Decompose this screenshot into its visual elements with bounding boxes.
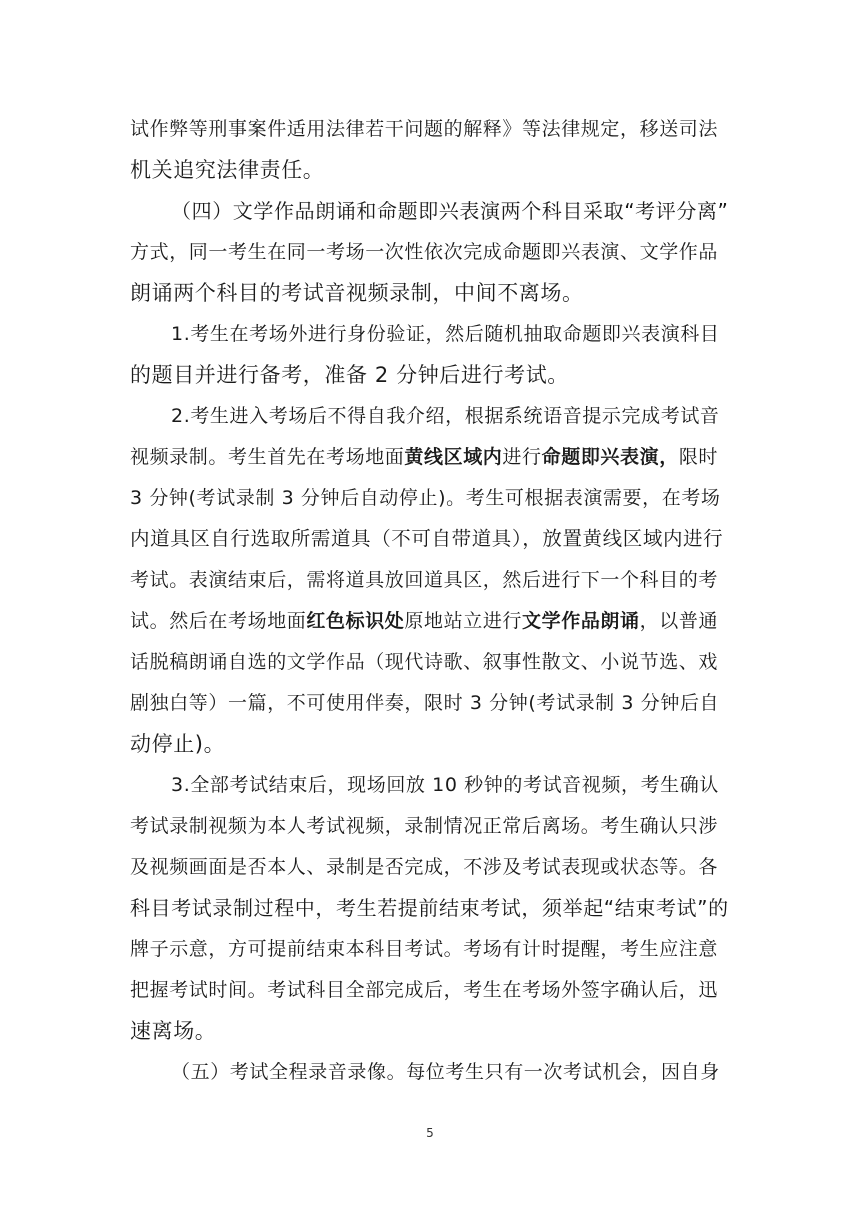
emphasis-improv-performance: 命题即兴表演， bbox=[541, 446, 679, 468]
text-line-17: 3.全部考试结束后，现场回放 10 秒钟的考试音视频，考生确认 bbox=[171, 774, 719, 796]
text-line-21: 牌子示意，方可提前结束本科目考试。考场有计时提醒，考生应注意 bbox=[130, 938, 719, 960]
text-line-19: 及视频画面是否本人、录制是否完成，不涉及考试表现或状态等。各 bbox=[130, 856, 719, 878]
emphasis-yellow-zone: 黄线区域内 bbox=[404, 446, 503, 468]
emphasis-red-mark: 红色标识处 bbox=[306, 610, 405, 632]
text-line-16: 动停止)。 bbox=[130, 732, 226, 756]
text-line-14: 话脱稿朗诵自选的文学作品（现代诗歌、叙事性散文、小说节选、戏 bbox=[130, 651, 719, 673]
text-line-13: 试。然后在考场地面红色标识处原地站立进行文学作品朗诵，以普通 bbox=[130, 610, 719, 632]
text-line-2: 机关追究法律责任。 bbox=[130, 158, 325, 182]
text-line-18: 考试录制视频为本人考试视频，录制情况正常后离场。考生确认只涉 bbox=[130, 815, 719, 837]
text-line-4: 方式，同一考生在同一考场一次性依次完成命题即兴表演、文学作品 bbox=[130, 241, 719, 263]
text-line-23: 速离场。 bbox=[130, 1019, 217, 1043]
text-line-3: （四）文学作品朗诵和命题即兴表演两个科目采取“考评分离” bbox=[171, 199, 729, 223]
text-line-9: 视频录制。考生首先在考场地面黄线区域内进行命题即兴表演，限时 bbox=[130, 446, 719, 468]
text-line-7: 的题目并进行备考，准备 2 分钟后进行考试。 bbox=[130, 363, 569, 387]
page-number: 5 bbox=[426, 1126, 434, 1140]
text-line-24: （五）考试全程录音录像。每位考生只有一次考试机会，因自身 bbox=[171, 1061, 720, 1083]
text-line-8: 2.考生进入考场后不得自我介绍，根据系统语音提示完成考试音 bbox=[171, 405, 720, 427]
text-line-20: 科目考试录制过程中，考生若提前结束考试，须举起“结束考试”的 bbox=[130, 896, 729, 920]
emphasis-literary-recitation: 文学作品朗诵 bbox=[522, 610, 640, 632]
text-line-1: 试作弊等刑事案件适用法律若干问题的解释》等法律规定，移送司法 bbox=[130, 118, 719, 140]
text-line-6: 1.考生在考场外进行身份验证，然后随机抽取命题即兴表演科目 bbox=[171, 323, 720, 345]
text-line-10: 3 分钟(考试录制 3 分钟后自动停止)。考生可根据表演需要，在考场 bbox=[130, 487, 721, 509]
text-line-11: 内道具区自行选取所需道具（不可自带道具），放置黄线区域内进行 bbox=[130, 527, 724, 550]
text-line-12: 考试。表演结束后，需将道具放回道具区，然后进行下一个科目的考 bbox=[130, 569, 719, 591]
text-line-22: 把握考试时间。考试科目全部完成后，考生在考场外签字确认后，迅 bbox=[130, 979, 719, 1001]
text-line-5: 朗诵两个科目的考试音视频录制，中间不离场。 bbox=[130, 281, 584, 305]
text-line-15: 剧独白等）一篇，不可使用伴奏，限时 3 分钟(考试录制 3 分钟后自 bbox=[130, 692, 720, 714]
